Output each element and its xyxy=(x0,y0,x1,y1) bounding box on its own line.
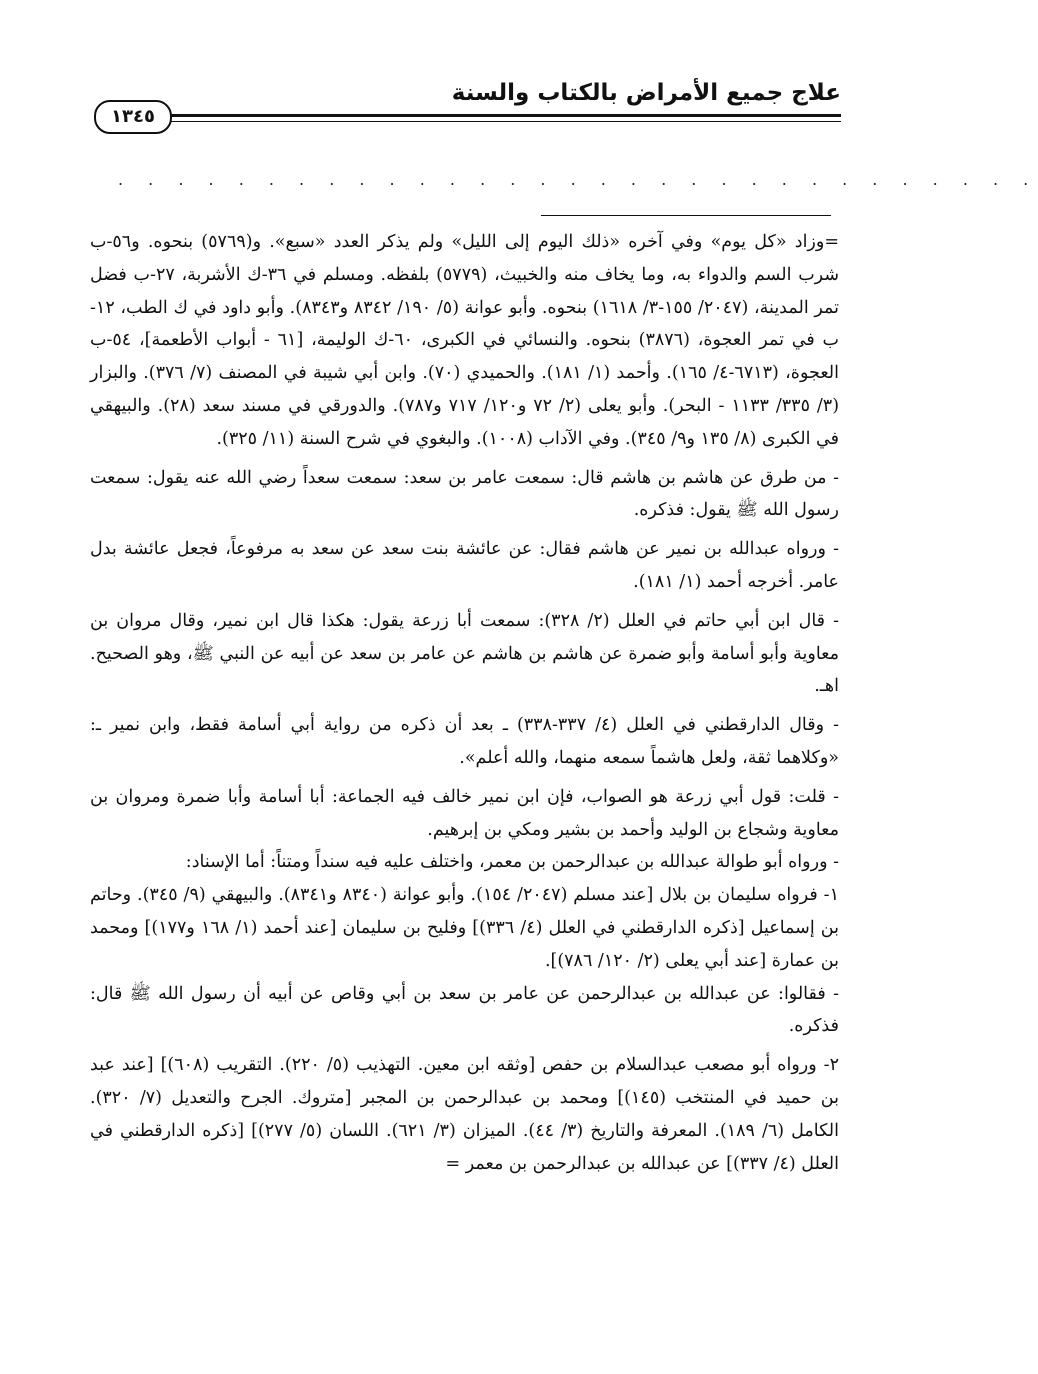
text-separator-dots: . . . . . . . . . . . . . . . . . . . . . . . . . . . . . . . xyxy=(118,170,1038,189)
paragraph: - قال ابن أبي حاتم في العلل (٢/ ٣٢٨): سمعت أبا زرعة يقول: هكذا قال ابن نمير، وقال مروان بن معاوية وأبو أسامة وأبو ضمرة عن هاشم بن هاشم عن عامر بن سعد عن أبيه عن النبي ﷺ، وهو الصحيح. اهـ. xyxy=(90,610,839,697)
page-number-badge: ١٣٤٥ xyxy=(94,100,172,134)
header-rule-thin xyxy=(160,121,841,122)
paragraph: =وزاد «كل يوم» وفي آخره «ذلك اليوم إلى الليل» ولم يذكر العدد «سبع». و(٥٧٦٩) بنحوه. و٥٦-ب شرب السم والدواء به، وما يخاف منه والخبيث، (٥٧٧٩) بلفظه. ومسلم في ٣٦-ك الأشربة، ٢٧-ب فضل تمر المدينة، (٢٠٤٧/ ١٥٥-٣/ ١٦١٨) بنحوه. وأبو عوانة (٥/ ١٩٠/ ٨٣٤٢ و٨٣٤٣). وأبو داود في ك الطب، ١٢-ب في تمر العجوة، (٣٨٧٦) بنحوه. والنسائي في الكبرى، ٦٠-ك الوليمة، [٦١ - أبواب الأطعمة]، ٥٤-ب العجوة، (٦٧١٣-٤/ ١٦٥). وأحمد (١/ ١٨١). والحميدي (٧٠). وابن أبي شيبة في المصنف (٧/ ٣٧٦). والبزار (٣/ ٣٣٥/ ١١٣٣ - البحر). وأبو يعلى (٢/ ٧٢ و١٢٠/ ٧١٧ و٧٨٧). والدورقي في مسند سعد (٢٨). والبيهقي في الكبرى (٨/ ١٣٥ و٩/ ٣٤٥). وفي الآداب (١٠٠٨). والبغوي في شرح السنة (١١/ ٣٢٥). xyxy=(90,232,840,449)
footnote-rule xyxy=(541,215,831,216)
paragraph: - ورواه أبو طوالة عبدالله بن عبدالرحمن بن معمر، واختلف عليه فيه سنداً ومتناً: أما الإسناد: xyxy=(185,852,839,873)
paragraph: - فقالوا: عن عبدالله بن عبدالرحمن عن عامر بن سعد بن أبي وقاص عن أبيه أن رسول الله ﷺ قال: فذكره. xyxy=(90,983,839,1037)
running-header-title: علاج جميع الأمراض بالكتاب والسنة xyxy=(451,80,841,106)
paragraph: ٢- ورواه أبو مصعب عبدالسلام بن حفص [وثقه ابن معين. التهذيب (٥/ ٢٢٠). التقريب (٦٠٨)] [عند عبد بن حميد في المنتخب (١٤٥)] ومحمد بن عبدالرحمن بن المجبر [متروك. الجرح والتعديل (٧/ ٣٢٠). الكامل (٦/ ١٨٩). المعرفة والتاريخ (٣/ ٤٤). الميزان (٣/ ٦٢١). اللسان (٥/ ٢٧٧)] [ذكره الدارقطني في العلل (٤/ ٣٣٧)] عن عبدالله بن عبدالرحمن بن معمر = xyxy=(90,1055,839,1174)
paragraph: ١- فرواه سليمان بن بلال [عند مسلم (٢٠٤٧/ ١٥٤). وأبو عوانة (٨٣٤٠ و٨٣٤١). والبيهقي (٩/ ٣٤٥). وحاتم بن إسماعيل [ذكره الدارقطني في العلل (٤/ ٣٣٦)] وفليح بن سليمان [عند أحمد (١/ ١٦٨ و١٧٧)] ومحمد بن عمارة [عند أبي يعلى (٢/ ١٢٠/ ٧٨٦)]. xyxy=(90,885,839,971)
header-rule-thick xyxy=(160,114,841,117)
paragraph: - من طرق عن هاشم بن هاشم قال: سمعت عامر بن سعد: سمعت سعداً رضي الله عنه يقول: سمعت رسول الله ﷺ يقول: فذكره. xyxy=(90,467,839,521)
footnote-body xyxy=(90,226,839,1180)
paragraph: - وقال الدارقطني في العلل (٤/ ٣٣٧-٣٣٨) ـ بعد أن ذكره من رواية أبي أسامة فقط، وابن نمير ـ: «وكلاهما ثقة، ولعل هاشماً سمعه منهما، والله أعلم». xyxy=(90,715,839,768)
paragraph: - ورواه عبدالله بن نمير عن هاشم فقال: عن عائشة بنت سعد عن سعد به مرفوعاً، فجعل عائشة بدل عامر. أخرجه أحمد (١/ ١٨١). xyxy=(90,539,839,592)
paragraph: - قلت: قول أبي زرعة هو الصواب، فإن ابن نمير خالف فيه الجماعة: أبا أسامة وأبا ضمرة ومروان بن معاوية وشجاع بن الوليد وأحمد بن بشير ومكي بن إبرهيم. xyxy=(90,786,839,840)
